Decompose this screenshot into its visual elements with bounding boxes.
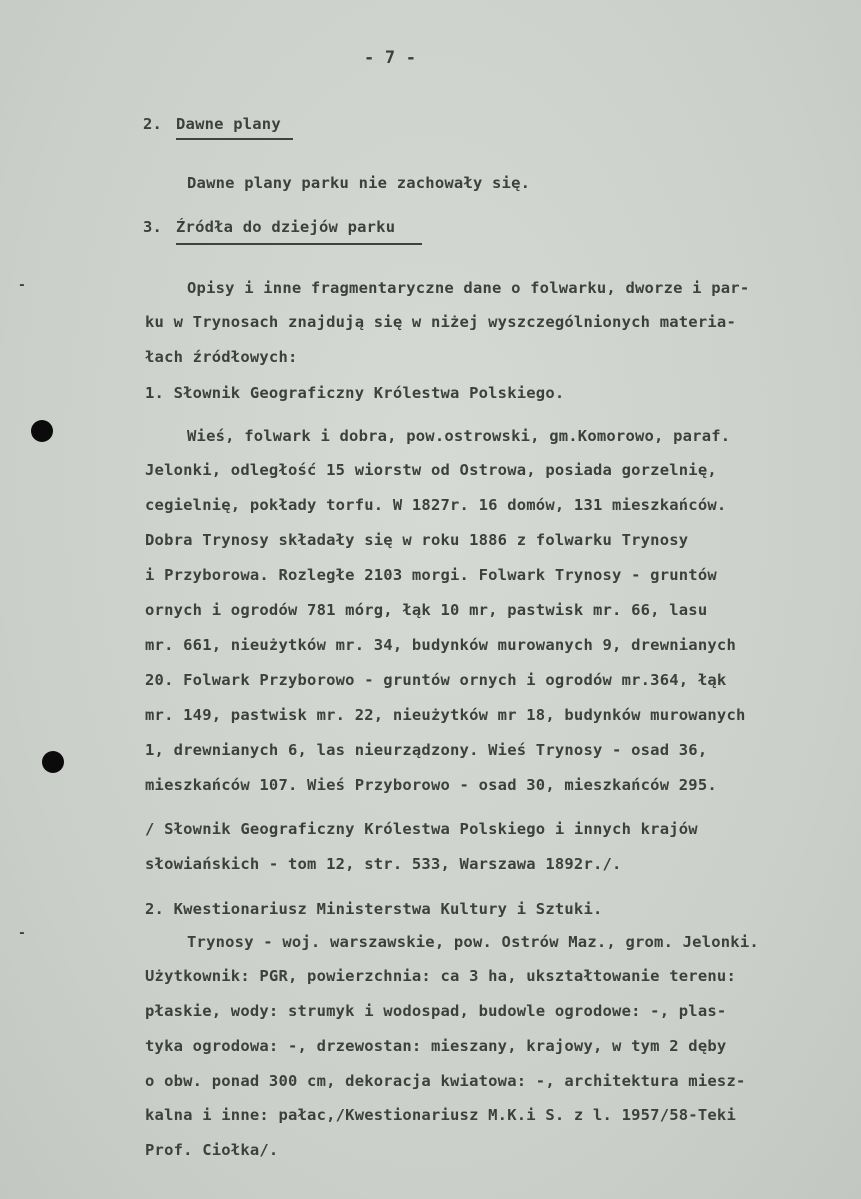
source-2-line: Prof. Ciołka/.: [145, 1141, 279, 1159]
section-2-title: Dawne plany: [176, 115, 281, 133]
margin-mark: -: [18, 278, 26, 293]
source-1-line: mieszkańców 107. Wieś Przyborowo - osad 30, mieszkańców 295.: [145, 776, 717, 794]
section-2-title-underline: [176, 138, 293, 140]
source-1-citation: / Słownik Geograficzny Królestwa Polskiego i innych krajów: [145, 820, 698, 838]
source-1-line: cegielnię, pokłady torfu. W 1827r. 16 domów, 131 mieszkańców.: [145, 496, 727, 514]
page-number: - 7 -: [364, 48, 417, 68]
margin-mark: -: [18, 926, 26, 941]
source-2-line: Użytkownik: PGR, powierzchnia: ca 3 ha, ukształtowanie terenu:: [145, 967, 736, 985]
source-1-line: mr. 149, pastwisk mr. 22, nieużytków mr 18, budynków murowanych: [145, 706, 746, 724]
section-2-number: 2.: [143, 115, 163, 133]
intro-line: łach źródłowych:: [145, 348, 298, 366]
intro-line: ku w Trynosach znajdują się w niżej wyszczególnionych materia-: [145, 313, 736, 331]
source-2-line: o obw. ponad 300 cm, dekoracja kwiatowa: -, architektura miesz-: [145, 1072, 746, 1090]
source-1-citation: słowiańskich - tom 12, str. 533, Warszawa 1892r./.: [145, 855, 622, 873]
source-1-heading: 1. Słownik Geograficzny Królestwa Polskiego.: [145, 384, 565, 402]
punch-hole: [42, 751, 64, 773]
source-1-line: 1, drewnianych 6, las nieurządzony. Wieś Trynosy - osad 36,: [145, 741, 708, 759]
source-1-line: 20. Folwark Przyborowo - gruntów ornych i ogrodów mr.364, łąk: [145, 671, 727, 689]
section-3-title: Źródła do dziejów parku: [176, 218, 396, 236]
source-1-line: Wieś, folwark i dobra, pow.ostrowski, gm.Komorowo, paraf.: [187, 427, 731, 445]
section-3-number: 3.: [143, 218, 163, 236]
source-1-line: ornych i ogrodów 781 mórg, łąk 10 mr, pastwisk mr. 66, lasu: [145, 601, 708, 619]
intro-line: Opisy i inne fragmentaryczne dane o folwarku, dworze i par-: [187, 279, 750, 297]
source-2-line: kalna i inne: pałac,/Kwestionariusz M.K.i S. z l. 1957/58-Teki: [145, 1106, 736, 1124]
source-2-line: płaskie, wody: strumyk i wodospad, budowle ogrodowe: -, plas-: [145, 1002, 727, 1020]
punch-hole: [31, 420, 53, 442]
source-1-line: mr. 661, nieużytków mr. 34, budynków murowanych 9, drewnianych: [145, 636, 736, 654]
source-2-line: Trynosy - woj. warszawskie, pow. Ostrów Maz., grom. Jelonki.: [187, 933, 759, 951]
source-2-line: tyka ogrodowa: -, drzewostan: mieszany, krajowy, w tym 2 dęby: [145, 1037, 727, 1055]
source-1-line: i Przyborowa. Rozległe 2103 morgi. Folwark Trynosy - gruntów: [145, 566, 717, 584]
section-3-title-underline: [176, 243, 422, 245]
source-2-heading: 2. Kwestionariusz Ministerstwa Kultury i Sztuki.: [145, 900, 603, 918]
source-1-line: Jelonki, odległość 15 wiorstw od Ostrowa, posiada gorzelnię,: [145, 461, 717, 479]
source-1-line: Dobra Trynosy składały się w roku 1886 z folwarku Trynosy: [145, 531, 689, 549]
section-2-text: Dawne plany parku nie zachowały się.: [187, 174, 531, 192]
